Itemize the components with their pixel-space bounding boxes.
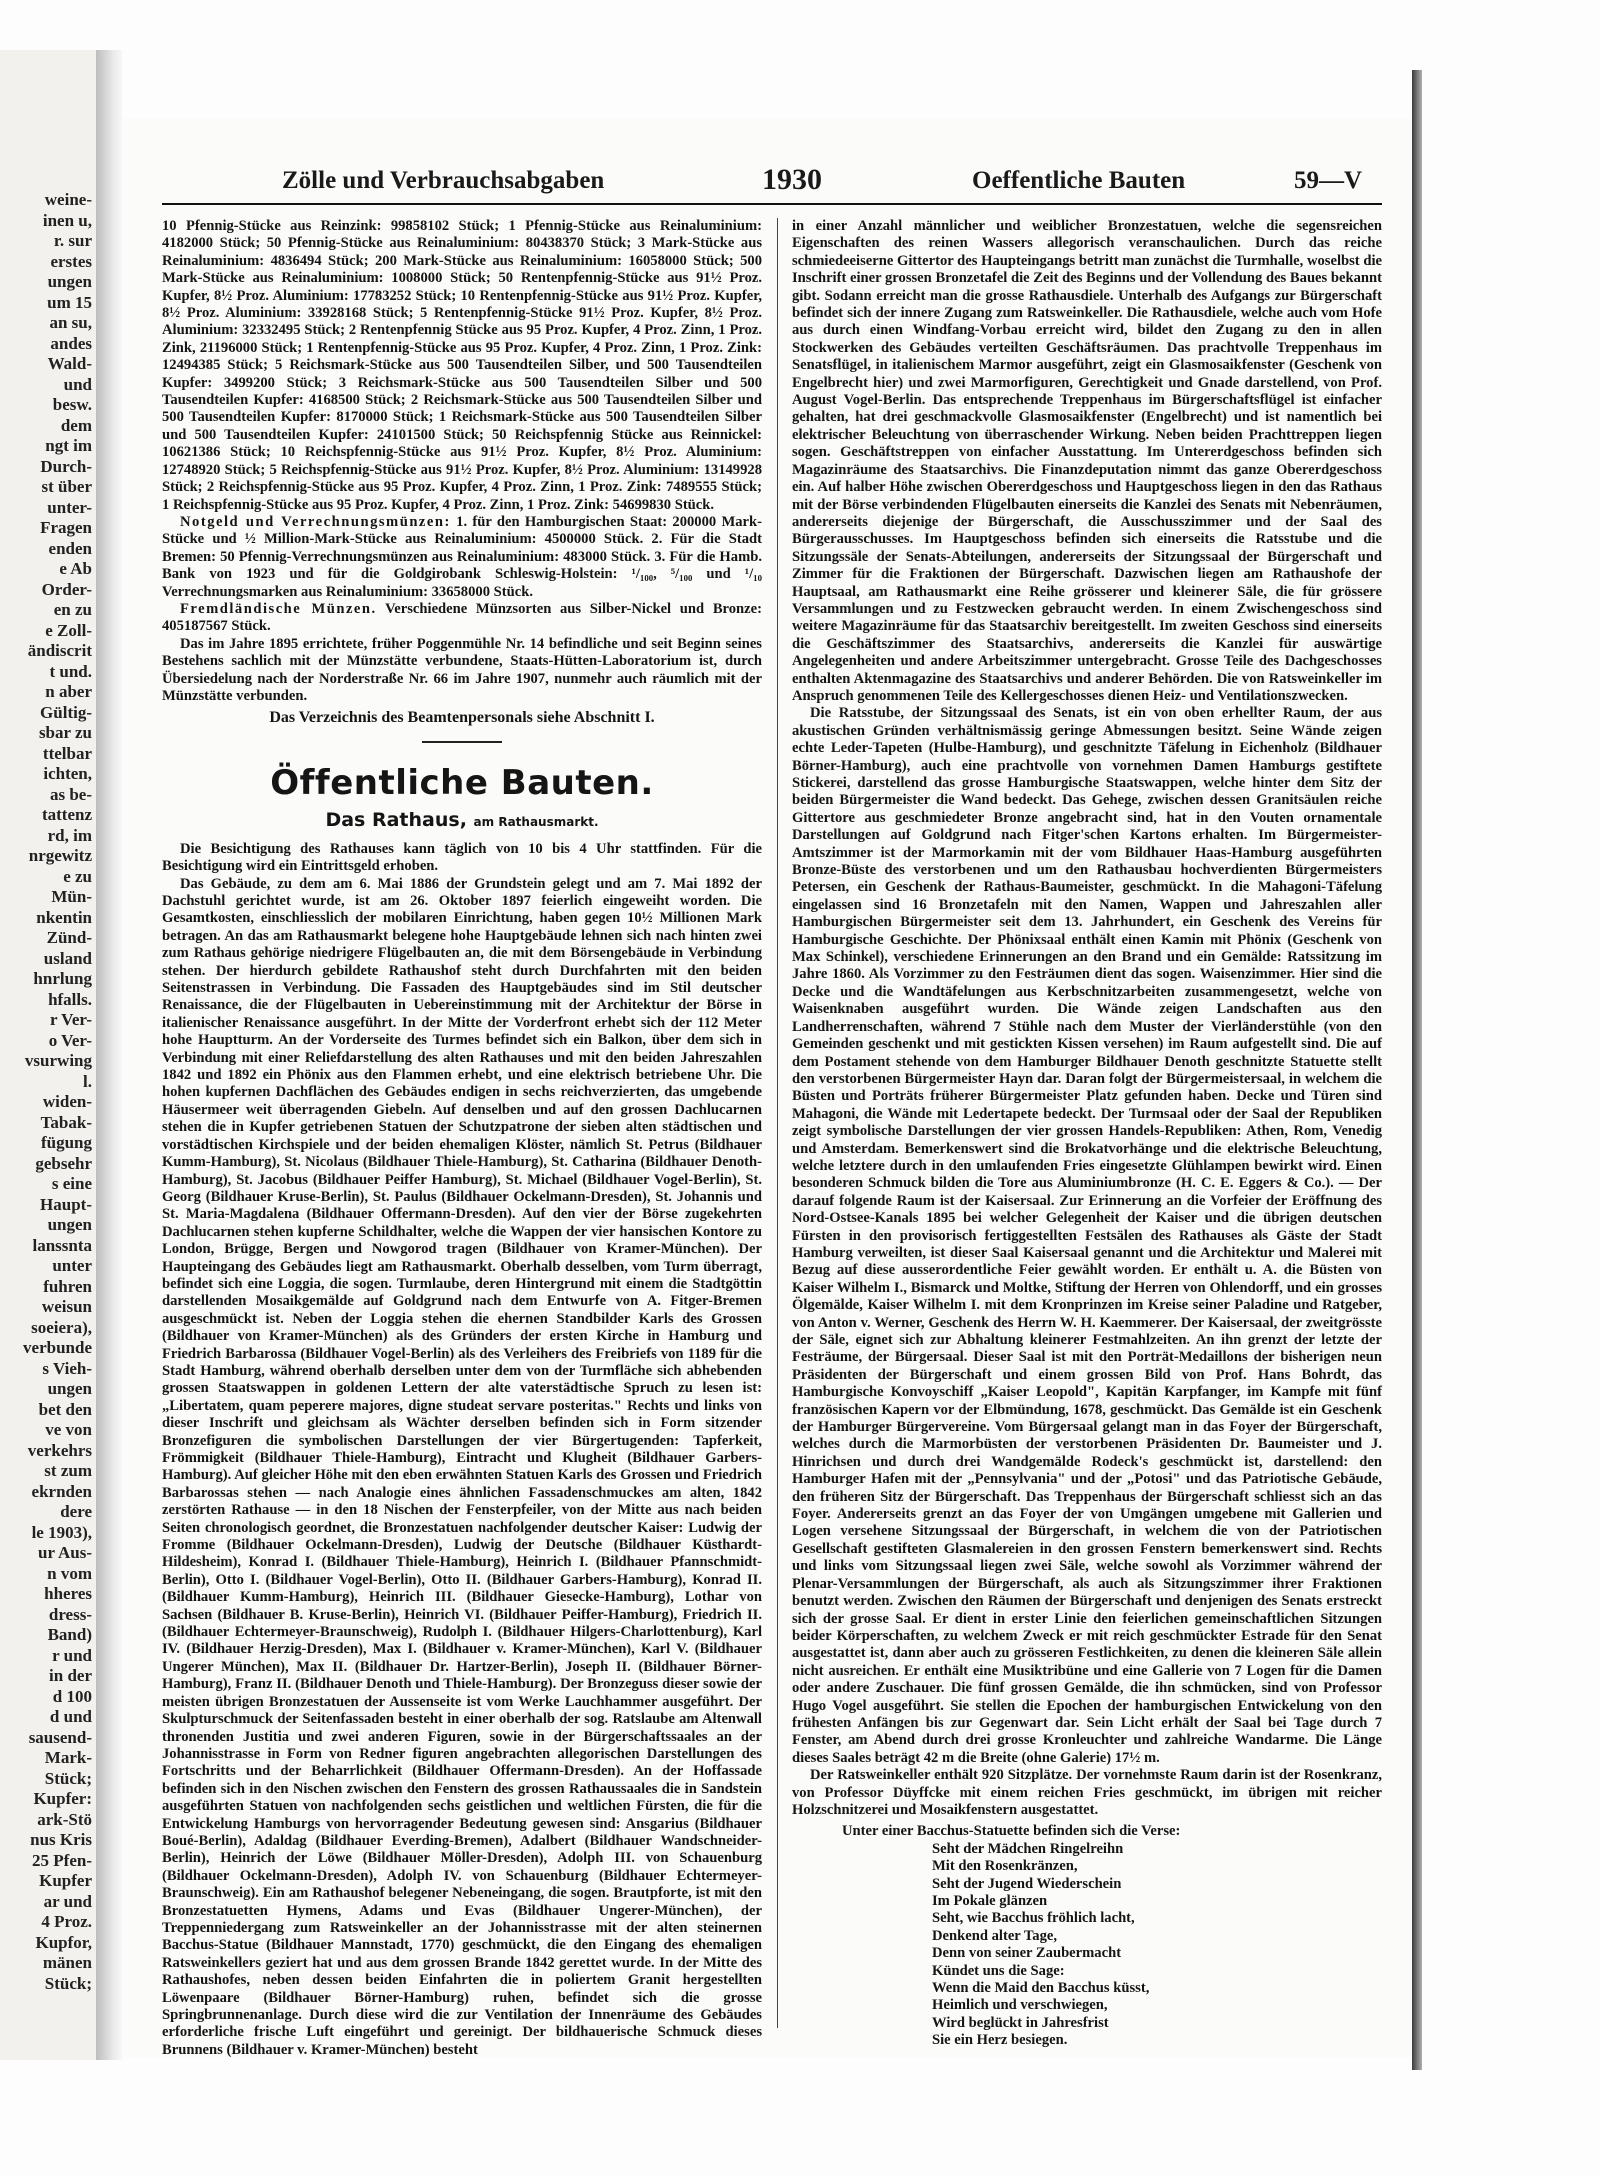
margin-fragment: tattenz xyxy=(41,805,92,824)
margin-fragment: hnrlung xyxy=(33,969,92,988)
foreign-coins-text: Verschiedene Münzsorten aus Silber-Nickel und Bronze: 405187567 Stück. xyxy=(162,600,762,635)
margin-fragment: 25 Pfen- xyxy=(32,1850,92,1870)
ratsweinkeller-paragraph: Der Ratsweinkeller enthält 920 Sitzplätze. Der vornehmste Raum darin ist der Rosenkranz, von Professor Düyffcke mit einem reichen Fries geschmückt, im übrigen mit reicher Holzschnitzerei und Mosaikfenstern ausgestattet. xyxy=(792,1767,1382,1818)
margin-fragment: unter- xyxy=(47,497,92,517)
verse-line: Sie ein Herz besiegen. xyxy=(932,2032,1068,2049)
margin-fragment: weine- xyxy=(44,190,92,209)
visiting-paragraph: Die Besichtigung des Rathauses kann täglich von 10 bis 4 Uhr stattfinden. Für die Besichtigung wird ein Eintrittsgeld erhoben. xyxy=(162,840,762,875)
margin-fragment: Stück; xyxy=(44,1973,92,1993)
page-edge-shadow xyxy=(1412,70,1422,2070)
page-number: 59—V xyxy=(1293,167,1362,194)
foreign-coins-paragraph xyxy=(162,601,762,636)
margin-fragment: gebsehr xyxy=(35,1153,92,1173)
subsection-title-main: Das Rathaus, xyxy=(325,808,467,831)
verse-line: Seht der Mädchen Ringelreihn xyxy=(932,1840,1124,1857)
margin-fragment: en zu xyxy=(53,600,92,619)
margin-fragment: mänen xyxy=(42,1953,92,1972)
margin-fragment: l. xyxy=(83,1071,92,1091)
margin-fragment: fügung xyxy=(40,1133,92,1152)
margin-fragment: 4 Proz. xyxy=(41,1912,92,1931)
verse-line: Wenn die Maid den Bacchus küsst, xyxy=(932,1980,1150,1997)
margin-fragment: ungen xyxy=(47,1215,92,1234)
adjacent-page-margin xyxy=(0,50,98,2060)
laboratory-paragraph: Das im Jahre 1895 errichtete, früher Poggenmühle Nr. 14 befindliche und seit Beginn seines Bestehens sachlich mit der Münzstätte verbundene, Staats-Hütten-Laboratorium ist, durch Übersiedelung nach der Norderstraße Nr. 66 im Jahre 1907, nunmehr auch räumlich mit der Münzstätte verbunden. xyxy=(162,635,762,704)
margin-fragment: dress- xyxy=(48,1604,92,1624)
margin-fragment: ur Aus- xyxy=(37,1543,92,1562)
margin-fragment: nrgewitz xyxy=(28,846,92,865)
margin-fragment: usland xyxy=(43,948,92,968)
verse-line: Seht, wie Bacchus fröhlich lacht, xyxy=(932,1910,1135,1927)
header-left-title: Zölle und Verbrauchsabgaben xyxy=(282,167,605,194)
margin-fragment: t und. xyxy=(49,661,92,681)
margin-fragment: nkentin xyxy=(36,907,92,927)
margin-fragment: verkehrs xyxy=(27,1440,92,1460)
margin-fragment: fuhren xyxy=(43,1276,92,1296)
margin-fragment: e Ab xyxy=(59,559,92,578)
margin-fragment: Kupfer xyxy=(39,1871,92,1890)
verse-line: Denn von seiner Zaubermacht xyxy=(932,1945,1122,1962)
column-divider xyxy=(777,218,778,2028)
margin-fragment: verbunde xyxy=(23,1338,92,1357)
margin-fragment: Band) xyxy=(47,1625,92,1644)
margin-fragment: Gültig- xyxy=(40,702,92,722)
book-gutter xyxy=(96,50,122,2060)
margin-fragment: ändiscrit xyxy=(27,641,92,660)
margin-fragment: Mün- xyxy=(51,887,92,906)
verse-line: Seht der Jugend Wiederschein xyxy=(932,1875,1122,1892)
margin-fragment: as be- xyxy=(49,784,92,804)
margin-fragment: rd, im xyxy=(47,825,92,845)
margin-fragment: lanssnta xyxy=(32,1235,92,1255)
margin-fragment: vsurwing xyxy=(24,1051,92,1070)
margin-fragment: in der xyxy=(49,1666,92,1685)
margin-fragment: widen- xyxy=(42,1092,92,1111)
margin-fragment: sausend- xyxy=(28,1727,92,1747)
margin-fragment: erstes xyxy=(50,251,92,271)
building-paragraph: Das Gebäude, zu dem am 6. Mai 1886 der Grundstein gelegt und am 7. Mai 1892 der Dachstuhl gerichtet wurde, ist am 26. Oktober 1897 feierlich eingeweiht worden. Die Gesamtkosten, einschliesslich der mobilaren Einrichtung, haben gegen 10½ Millionen Mark betragen. An das am Rathausmarkt belegene hohe Hauptgebäude lehnen sich nach hinten zwei zum Rathaus gehörige niedrigere Flügelbauten an, die mit dem Börsengebäude in Verbindung stehen. Der hierdurch gebildete Rathaushof steht durch Durchfahrten mit den beiden Seitenstrassen in Verbindung. Die Fassaden des Hauptgebäudes sind im Stil deutscher Renaissance, die der Flügelbauten in Uebereinstimmung mit der Architektur der Börse in italienischer Renaissance ausgeführt. In der Mitte der Vorderfront erhebt sich der 112 Meter hohe Hauptturm. An der Vorderseite des Turmes befindet sich ein Balkon, über dem sich in Verbindung mit einer Reliefdarstellung des alten Rathauses und mit den beiden Jahreszahlen 1842 und 1892 ein Phönix aus den Flammen erhebt, und eine elektrisch betriebene Uhr. Die hohen kupfernen Dachflächen des Gebäudes endigen in sechs reichverzierten, das umgebende Häusermeer weit überragenden Giebeln. Auf denselben und auf den grossen Dachlucarnen stehen die in Kupfer getriebenen Statuen der Schutzpatrone der sieben alten städtischen und vorstädtischen Kirchspiele und der beiden ehemaligen Klöster, nämlich St. Petrus (Bildhauer Kumm-Hamburg), St. Nicolaus (Bildhauer Thiele-Hamburg), St. Catharina (Bildhauer Denoth-Hamburg), St. Jacobus (Bildhauer Peiffer Hamburg), St. Michael (Bildhauer Vogel-Berlin), St. Georg (Bildhauer Kruse-Berlin), St. Paulus (Bildhauer Ockelmann-Dresden), St. Johannis und St. Maria-Magdalena (Bildhauer Offermann-Dresden). Auf den vier der Börse zugekehrten Dachlucarnen stehen kupferne Schildhalter, welche die Wappen der vier hansischen Kontore zu London, Brügge, Bergen und Nowgorod tragen (Bildhauer von Kramer-München). Der Haupteingang des Gebäudes liegt am Rathausmarkt. Oberhalb desselben, vom Turm überragt, befindet sich eine Loggia, die sogen. Turmlaube, deren Hintergrund mit einem die Stadtgöttin darstellenden Mosaikgemälde auf Goldgrund nach dem Entwurfe von A. Fitger-Bremen ausgeschmückt ist. Neben der Loggia stehen die ehernen Standbilder Karls des Grossen (Bildhauer von Kramer-München) als des Gründers der ersten Kirche in Hamburg und Friedrich Barbarossa (Bildhauer Vogel-Berlin) als des Verleihers des Freibriefs von 1189 für die Stadt Hamburg, während oberhalb derselben unter dem von der Turmfläche sich abhebenden grossen Staatswappen in goldenen Lettern der alte vaterstädtische Spruch zu lesen ist: „Libertatem, quam peperere majores, digne studeat servare posteritas." Rechts und links von dieser Inschrift und gleichsam als Wächter derselben befinden sich in Form sitzender Bronzefiguren die symbolischen Darstellungen der vier Bürgertugenden: Tapferkeit, Frömmigkeit (Bildhauer Thiele-Hamburg), Eintracht und Klugheit (Bildhauer Garbers-Hamburg). Auf gleicher Höhe mit den eben erwähnten Statuen Karls des Grossen und Friedrich Barbarossas stehen — nach Analogie eines ähnlichen Fassadenschmuckes am alten, 1842 zerstörten Rathause — in den 18 Nischen der Fensterpfeiler, von der Mitte aus nach beiden Seiten chronologisch geordnet, die Bronzestatuen nachfolgender deutscher Kaiser: Ludwig der Fromme (Bildhauer Ockelmann-Dresden), Ludwig der Deutsche (Bildhauer Küsthardt-Hildesheim), Konrad I. (Bildhauer Thiele-Hamburg), Heinrich I. (Bildhauer Pfannschmidt-Berlin), Otto I. (Bildhauer Vogel-Berlin), Otto II. (Bildhauer Garbers-Hamburg), Konrad II. (Bildhauer Kumm-Hamburg), Heinrich III. (Bildhauer Giesecke-Hamburg), Lothar von Sachsen (Bildhauer B. Kruse-Berlin), Heinrich VI. (Bildhauer Peiffer-Hamburg), Friedrich II. (Bildhauer Echtermeyer-Braunschweig), Rudolph I. (Bildhauer Hilgers-Charlottenburg), Karl IV. (Bildhauer Herzig-Dresden), Max I. (Bildhauer v. Kramer-München), Karl V. (Bildhauer Ungerer München), Max II. (Bildhauer Dr. Hartzer-Berlin), Joseph II. (Bildhauer Börner-Hamburg), Franz II. (Bildhauer Denoth und Thiele-Hamburg). Der Bronzeguss dieser sowie der meisten übrigen Bronzestatuen der Aussenseite ist vom Werke Lauchhammer ausgeführt. Der Skulpturschmuck der Seitenfassaden besteht in einer oberhalb der sog. Ratslaube am Altenwall thronenden Justitia und zwei anderen Figuren, sowie in der Bürgerschaftssaales an der Johannisstrasse in Form von Redner figuren angebrachten allegorischen Darstellungen des Fortschritts und der Beharrlichkeit (Bildhauer Offermann-Dresden). An der Hoffassade befinden sich in den Nischen zwischen den Fenstern des grossen Rathaussaales die in Sandstein ausgeführten Statuen von nachfolgenden sechs geistlichen und weltlichen Fürsten, die für die Entwickelung Hamburgs von hervorragender Bedeutung gewesen sind: Ansgarius (Bildhauer Boué-Berlin), Adaldag (Bildhauer Everding-Bremen), Adalbert (Bildhauer Wandschneider-Berlin), Heinrich der Löwe (Bildhauer Möller-Dresden), Adolph III. von Schauenburg (Bildhauer Ockelmann-Dresden), Adolph IV. von Schauenburg (Bildhauer Echtermeyer-Braunschweig). Ein am Rathaushof belegener Nebeneingang, die sogen. Brautpforte, ist mit den Bronzestatuetten Hymens, Adams und Evas (Bildhauer Ungerer-München), der Treppenniedergang zum Ratsweinkeller an der Johannisstrasse mit der alten steinernen Bacchus-Statue (Bildhauer Mannstadt, 1770) geschmückt, die den Eingang des ehemaligen Ratsweinkellers geziert hat und aus dem grossen Brande 1842 gerettet wurde. In der Mitte des Rathaushofes, neben dessen beiden Einfahrten die in poliertem Granit hergestellten Löwenpaare (Bildhauer Börner-Hamburg) ruhen, befindet sich die grosse Springbrunnenanlage. Durch diese wird die zur Ventilation der Innenräume des Gebäudes erforderliche frische Luft eingeführt und gereinigt. Der bildhauerische Schmuck dieses Brunnens (Bildhauer v. Kramer-München) besteht xyxy=(162,875,762,2058)
margin-fragment: an su, xyxy=(49,313,92,332)
header-year: 1930 xyxy=(762,163,822,196)
margin-fragment: ttelbar xyxy=(42,743,92,763)
right-column xyxy=(792,218,1382,2048)
margin-fragment: und xyxy=(63,374,92,394)
margin-fragment: hfalls. xyxy=(48,989,92,1009)
margin-fragment: ungen xyxy=(47,1379,92,1398)
coins-paragraph: 10 Pfennig-Stücke aus Reinzink: 99858102 Stück; 1 Pfennig-Stücke aus Reinaluminium: 4182000 Stück; 50 Pfennig-Stücke aus Reinaluminium: 80438370 Stück; 3 Mark-Stücke aus Reinaluminium: 4836494 Stück; 200 Mark-Stücke aus Reinaluminium: 16058000 Stück; 500 Mark-Stücke aus Reinaluminium: 1008000 Stück; 50 Rentenpfennig-Stücke aus 91½ Proz. Kupfer, 8½ Proz. Aluminium: 17783252 Stück; 10 Rentenpfennig-Stücke aus 91½ Proz. Kupfer, 8½ Proz. Aluminium: 33928168 Stück; 5 Rentenpfennig-Stücke 91½ Proz. Kupfer, 8½ Proz. Aluminium: 32332495 Stück; 2 Rentenpfennig Stücke aus 95 Proz. Kupfer, 4 Proz. Zinn, 1 Proz. Zink, 21196000 Stück; 1 Rentenpfennig-Stücke aus 95 Proz. Kupfer, 4 Proz. Zinn, 1 Proz. Zink: 12494385 Stück; 5 Reichsmark-Stücke aus 500 Tausendteilen Silber, und 500 Tausendteilen Kupfer: 3499200 Stück; 3 Reichsmark-Stücke aus 500 Tausendteilen Silber und 500 Tausendteilen Kupfer: 4168500 Stück; 2 Reichsmark-Stücke aus 500 Tausendteilen Silber und 500 Tausendteilen Kupfer: 8170000 Stück; 1 Reichsmark-Stücke aus 500 Tausendteilen Silber und 500 Tausendteilen Kupfer: 24101500 Stück; 50 Reichspfennig Stücke aus Reinnickel: 10621386 Stück; 10 Reichspfennig-Stücke aus 91½ Proz. Kupfer, 8½ Proz. Aluminium: 12748920 Stück; 5 Reichspfennig-Stücke aus 91½ Proz. Kupfer, 8½ Proz. Aluminium: 13149928 Stück; 2 Reichspfennig-Stücke aus 95 Proz. Kupfer, 4 Proz. Zinn, 1 Proz. Zink: 7489555 Stück; 1 Reichspfennig-Stücke aus 95 Proz. Kupfer, 4 Proz. Zinn, 1 Proz. Zink: 54699830 Stück. xyxy=(162,218,762,513)
margin-fragment: Zünd- xyxy=(46,928,92,947)
margin-fragment: Tabak- xyxy=(40,1112,92,1132)
margin-fragment: e Zoll- xyxy=(45,620,92,640)
margin-fragment: r und xyxy=(52,1645,92,1665)
margin-fragment: Wald- xyxy=(47,354,92,373)
margin-fragment: le 1903), xyxy=(31,1522,92,1542)
margin-fragment: um 15 xyxy=(47,292,92,312)
notgeld-paragraph xyxy=(162,514,762,601)
notgeld-text: 1. für den Hamburgischen Staat: 200000 Mark-Stücke und ½ Million-Mark-Stücke aus Reinaluminium: 4500000 Stück. 2. Für die Stadt Bremen: 50 Pfennig-Verrechnungsmünzen aus Reinaluminium: 483000 Stück. 3. Für die Hamb. Bank von 1923 und für die Goldgirobank Schleswig-Holstein: ¹/₁₀₀, ⁵/₁₀₀ und ¹/₁₀ Verrechnungsmarken aus Reinaluminium: 33658000 Stück. xyxy=(162,513,762,600)
margin-fragment: n aber xyxy=(45,682,92,701)
margin-fragment: Order- xyxy=(41,579,92,599)
margin-fragment: o Ver- xyxy=(48,1030,92,1050)
subsection-title-location: am Rathausmarkt. xyxy=(473,814,599,829)
verse-line: Im Pokale glänzen xyxy=(932,1893,1048,1909)
verses-intro: Unter einer Bacchus-Statuette befinden sich die Verse: xyxy=(842,1823,1181,1840)
margin-fragment: enden xyxy=(48,538,92,558)
margin-fragment: bet den xyxy=(38,1399,92,1419)
margin-fragment: r. sur xyxy=(53,231,92,250)
margin-fragment: Kupfer: xyxy=(33,1789,92,1808)
subsection-title xyxy=(162,807,762,835)
book-page xyxy=(122,118,1412,2058)
margin-fragment: inen u, xyxy=(42,210,92,230)
margin-fragment: Kupfor, xyxy=(35,1932,92,1952)
margin-fragment: ekrnden xyxy=(31,1481,92,1501)
margin-fragment: s eine xyxy=(51,1174,92,1193)
margin-fragment: unter xyxy=(52,1256,92,1275)
running-header xyxy=(162,163,1382,205)
margin-fragment: st über xyxy=(41,477,92,496)
margin-fragment: hheres xyxy=(44,1584,92,1603)
margin-fragment: Mark- xyxy=(44,1748,92,1767)
margin-fragment: e zu xyxy=(63,866,92,886)
margin-fragment: st zum xyxy=(44,1461,92,1480)
margin-fragment: n vom xyxy=(47,1563,92,1583)
margin-fragment: ve von xyxy=(45,1420,92,1439)
margin-fragment: weisun xyxy=(41,1297,92,1316)
left-column xyxy=(162,218,762,2058)
margin-fragment: ar und xyxy=(43,1891,92,1911)
verse-line: Denkend alter Tage, xyxy=(932,1927,1058,1944)
interior-paragraph: in einer Anzahl männlicher und weiblicher Bronzestatuen, welche die segensreichen Eigenschaften des reinen Wassers allegorisch veranschaulichen. Durch das reiche schmiedeeiserne Gittertor des Haupteingangs betritt man zunächst die Turmhalle, woselbst die Inschrift einer grossen Bronzetafel die Zeit des Beginns und der Vollendung des Baues bekannt gibt. Sodann erreicht man die grosse Rathausdiele. Unterhalb des Aufgangs zur Bürgerschaft befindet sich der innere Zugang zum Ratsweinkeller. Die Rathausdiele, welche auch vom Hofe aus durch einen Windfang-Vorbau erreicht wird, bildet den Zugang zu den in allen Stockwerken des Gebäudes verteilten Geschäftsräumen. Das prachtvolle Treppenhaus im Senatsflügel, in italienischem Marmor ausgeführt, zeigt ein Glasmosaikfenster (Geschenk von Engelbrecht hier) und zwei Marmorfiguren, Gerechtigkeit und Gnade darstellend, von Prof. August Vogel-Berlin. Das entsprechende Treppenhaus im Bürgerschaftsflügel ist einfacher gehalten, hat drei geschmackvolle Glasmosaikfenster (Engelbrecht) und ist namentlich bei elektrischer Beleuchtung von überraschender Wirkung. Neben beiden Prachttreppen liegen sogen. Geschäftstreppen von einfacher Ausstattung. Im Untererdgeschoss befinden sich Magazinräume des Staatsarchivs. Die Finanzdeputation nimmt das ganze Obererdgeschoss ein. Auf halber Höhe zwischen Obererdgeschoss und Hauptgeschoss liegen in den das Rathaus mit der Börse verbindenden Flügelbauten einerseits die Kanzlei des Senats mit Nebenräumen, andererseits diejenige der Bürgerschaft, die Ausschusszimmer und der Saal des Bürgerausschusses. Im Hauptgeschoss befinden sich einerseits die Ratsstube und die Sitzungssäle der Senats-Abteilungen, andererseits der Sitzungssaal der Bürgerschaft und Zimmer für die Fraktionen der Bürgerschaft. Dazwischen liegen am Rathaushofe der Hauptsaal, am Rathausmarkt eine Reihe grösserer und kleinerer Säle, die für grössere Versammlungen und zu Festzwecken gebraucht werden. In einem Zwischengeschoss sind weitere Magazinräume für das Staatsarchiv bereitgestellt. Im zweiten Geschoss sind einerseits die Geschäftszimmer des Staatsarchivs, andererseits die Kanzlei für auswärtige Angelegenheiten und andere Arbeitszimmer untergebracht. Grosse Teile des Dachgeschosses enthalten Aktenmagazine des Staatsarchivs und anderer Behörden. Die von Ratsweinkeller im Anspruch genommenen Teile des Kellergeschosses dienen Heiz- und Ventilationszwecken. xyxy=(792,218,1382,704)
margin-fragment: andes xyxy=(50,333,92,353)
margin-fragment: dem xyxy=(60,415,92,435)
verse-line: Heimlich und verschwiegen, xyxy=(932,1997,1108,2014)
notgeld-lead: Notgeld und Verrechnungsmünzen: xyxy=(180,513,451,530)
margin-fragment: ichten, xyxy=(43,764,92,783)
margin-fragment: r Ver- xyxy=(49,1010,92,1029)
margin-fragment: Stück; xyxy=(44,1768,92,1788)
rooms-paragraph: Die Ratsstube, der Sitzungssaal des Senats, ist ein von oben erhellter Raum, der aus akustischen Gründen verhältnismässig geringe Abmessungen besitzt. Seine Wände zeigen echte Leder-Tapeten (Hulbe-Hamburg), und geschnitzte Täfelung in Eichenholz (Bildhauer Börner-Hamburg), auch eine prachtvolle von vornehmen Damen Hamburgs gestiftete Stickerei, darstellend das grosse Hamburgische Staatswappen, welche hinter dem Sitz der beiden Bürgermeister die Wand bedeckt. Das Gehege, zwischen dessen Granitsäulen reiche Gittertore aus geschmiedeter Bronze angebracht sind, hat in den Vouten ornamentale Darstellungen auf Goldgrund nach Fitger'schen Kartons erhalten. Im Bürgermeister-Amtszimmer ist der Marmorkamin mit der vom Bildhauer Haas-Hamburg ausgeführten Bronze-Büste des verstorbenen und um den Rathausbau hochverdienten Bürgermeisters Petersen, ein Geschenk der Rathaus-Baumeister, geschmückt. In die Mahagoni-Täfelung eingelassen sind 16 Bronzetafeln mit den Namen, Wappen und Jahreszahlen aller Hamburgischen Bürgermeister seit dem 13. Jahrhundert, ein Geschenk des Vereins für Hamburgische Geschichte. Der Phönixsaal enthält einen Kamin mit Phönix (Geschenk von Max Schinkel), verschiedene Erinnerungen an den Brand und ein Gemälde: Ratssitzung im Jahre 1860. Als Vorzimmer zu den Festräumen dient das sogen. Waisenzimmer. Hier sind die Decke und die Wandtäfelungen aus Kerbschnitzarbeiten zusammengesetzt, welche von Waisenknaben ausgeführt wurden. Die Wände zeigen Landschaften aus den Landherrenschaften, während 7 Stühle nach dem Muster der Vierländerstühle (von den Gemeinden geschenkt und mit gestickten Kissen versehen) im Raum aufgestellt sind. Die auf dem Postament stehende von dem Hamburger Bildhauer Denoth geschnitzte Statuette stellt den verstorbenen Bürgermeister Hayn dar. Daran folgt der Bürgermeistersaal, in welchem die Büsten und Porträts früherer Bürgermeister Platz gefunden haben. Decke und Türen sind Mahagoni, die Wände mit Ledertapete bedeckt. Der Turmsaal oder der Saal der Republiken zeigt symbolische Darstellungen der vier grossen Handels-Republiken: Athen, Rom, Venedig und Amsterdam. Bemerkenswert sind die Brokatvorhänge und die elektrische Beleuchtung, welche letztere durch in den umlaufenden Fries eingesetzte Glühlampen bewirkt wird. Einen besonderen Schmuck bilden die Tore aus Aluminiumbronze (H. C. E. Eggers & Co.). — Der darauf folgende Raum ist der Kaisersaal. Zur Erinnerung an die Vorfeier der Eröffnung des Nord-Ostsee-Kanals 1895 bei welcher Gelegenheit der Kaiser und die übrigen deutschen Fürsten in den provisorisch fertiggestellten Festsälen des Rathauses als Gäste der Stadt Hamburg verweilten, ist dieser Saal Kaisersaal genannt und die Architektur und Malerei mit Bezug auf diese ausserordentliche Feier gewählt worden. Er enthält u. A. die Büsten von Kaiser Wilhelm I., Bismarck und Moltke, Stiftung der Herren von Ohlendorff, und ein grosses Ölgemälde, Kaiser Wilhelm I. mit dem Kronprinzen im Kreise seiner Paladine und Ratgeber, von Anton v. Werner, Geschenk des Herrn W. H. Kaemmerer. Der Kaisersaal, der zweitgrösste der Säle, eignet sich zur Abhaltung kleinerer Festmahlzeiten. An ihn grenzt der letzte der Festräume, der Bürgersaal. Dieser Saal ist mit den Porträt-Medaillons der bisherigen neun Präsidenten der Bürgerschaft und einem grossen Bild von Prof. Hans Bohrdt, das Hamburgische Konvoyschiff „Kaiser Leopold", Kapitän Karpfanger, im Kampfe mit fünf französischen Kapern vor der Elbmündung, 1678, geschmückt. Das Gemälde ist ein Geschenk der Hamburger Bürgervereine. Vom Bürgersaal gelangt man in das Foyer der Bürgerschaft, welches durch die Marmorbüsten der verstorbenen Präsidenten Dr. Baumeister und J. Hinrichsen und durch drei Wandgemälde Rodeck's geschmückt ist, darstellend: den Hamburger Hafen mit der „Pennsylvania" und der „Potosi" und das Patriotische Gebäude, den früheren Sitz der Bürgerschaft. Das Treppenhaus der Bürgerschaft schliesst sich an das Foyer. Andererseits grenzt an das Foyer der von Umgängen umgebene mit Gallerien und Logen versehene Sitzungssaal der Bürgerschaft, in welchem die von der Patriotischen Gesellschaft gestifteten Glasmalereien in den grossen Fenstern bemerkenswert sind. Rechts und links vom Sitzungssaal liegen zwei Säle, welche sowohl als Vorzimmer während der Plenar-Versammlungen der Bürgerschaft, als auch als Sitzungszimmer ihrer Fraktionen benutzt werden. Zwischen den Räumen der Bürgerschaft und denjenigen des Senats erstreckt sich der grosse Saal. Er dient in erster Linie den feierlichen gemeinschaftlichen Sitzungen beider Körperschaften, zu welchem Zweck er mit reich geschmückter Estrade für den Senat ausgestattet ist, dann aber auch zu grösseren Festlichkeiten, zu denen die kleineren Säle allein nicht ausreichen. Er enthält eine Musiktribüne und eine Gallerie von 7 Logen für die Damen oder andere Zuschauer. Die fünf grossen Gemälde, die ihn schmücken, sind von Professor Hugo Vogel ausgeführt. Sie stellen die Epochen der hamburgischen Entwickelung von den frühesten Anfängen bis zur Gegenwart dar. Sein Licht erhält der Saal bei Tage durch 7 Fenster, am Abend durch drei grosse Kronleuchter und zahlreiche Wandarme. Die Länge dieses Saales beträgt 42 m die Breite (ohne Galerie) 17½ m. xyxy=(792,705,1382,1766)
foreign-coins-lead: Fremdländische Münzen. xyxy=(180,600,377,617)
margin-fragment: Durch- xyxy=(40,456,92,476)
margin-fragment: sbar zu xyxy=(38,723,92,742)
margin-fragment: soeiera), xyxy=(31,1317,92,1337)
staff-notice: Das Verzeichnis des Beamtenpersonals siehe Abschnitt I. xyxy=(269,709,655,727)
verse-line: Mit den Rosenkränzen, xyxy=(932,1858,1078,1875)
header-right-title: Oeffentliche Bauten xyxy=(972,167,1186,194)
margin-fragment: d und xyxy=(49,1707,92,1726)
margin-fragment: d 100 xyxy=(52,1686,92,1706)
margin-fragment: ark-Stö xyxy=(37,1809,92,1829)
margin-fragment: Fragen xyxy=(40,518,92,537)
section-rule xyxy=(422,741,502,743)
verse-line: Kündet uns die Sage: xyxy=(932,1962,1065,1979)
margin-fragment: dere xyxy=(60,1502,92,1521)
margin-fragment: besw. xyxy=(52,395,92,414)
margin-fragment: s Vieh- xyxy=(42,1358,92,1378)
margin-fragment: ungen xyxy=(47,272,92,291)
margin-fragment: ngt im xyxy=(45,436,92,455)
verse-line: Wird beglückt in Jahresfrist xyxy=(932,2014,1109,2031)
margin-fragment: Haupt- xyxy=(40,1194,92,1214)
bacchus-verses xyxy=(792,1823,1382,2049)
margin-fragment: nus Kris xyxy=(30,1830,92,1849)
section-title: Öffentliche Bauten. xyxy=(270,762,654,803)
